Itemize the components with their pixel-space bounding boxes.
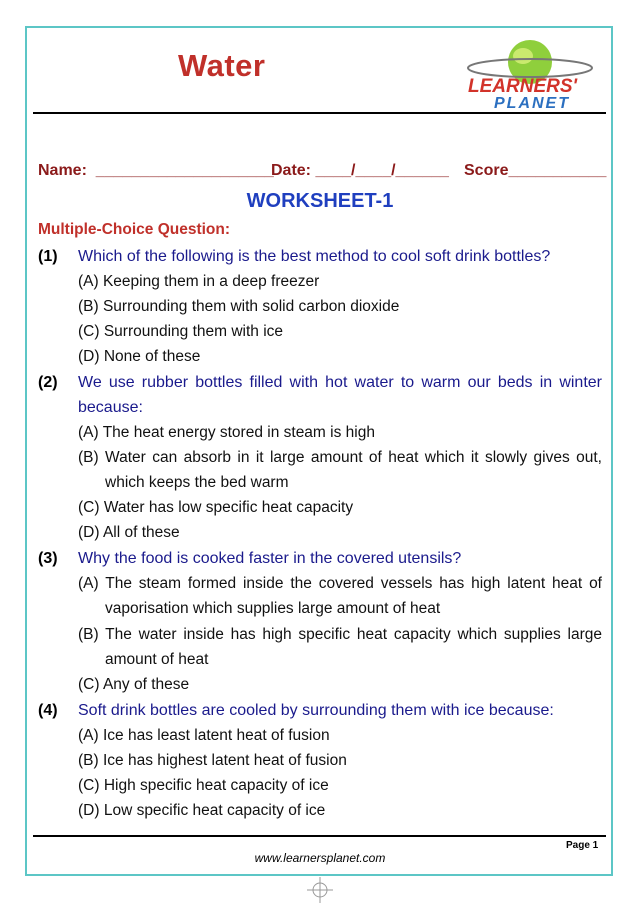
section-heading: Multiple-Choice Question: [38,221,231,238]
option[interactable]: (D) All of these [78,524,180,541]
question-text: Why the food is cooked faster in the covered utensils? [78,550,462,567]
registration-mark-icon [307,877,333,903]
option[interactable]: (C) High specific heat capacity of ice [78,777,329,794]
option[interactable]: (B) The water inside has high specific heat capacity which supplies large amount of heat [78,626,602,668]
option[interactable]: (A) Keeping them in a deep freezer [78,273,320,290]
option[interactable]: (B) Surrounding them with solid carbon dioxide [78,298,400,315]
option[interactable]: (C) Any of these [78,676,190,693]
question-number: (2) [38,374,58,391]
learners-planet-logo [460,36,600,112]
option[interactable]: (A) The steam formed inside the covered vessels has high latent heat of vaporisation which supplies large amount of heat [78,575,602,617]
header-divider [33,112,606,114]
worksheet-heading: WORKSHEET-1 [246,190,394,212]
name-field[interactable]: Name: ____________________ [38,162,274,179]
logo-line2: PLANET [494,95,570,112]
footer-divider [33,835,606,837]
question-number: (4) [38,702,58,719]
date-field[interactable]: Date: ____/____/______ [271,162,449,179]
question-number: (3) [38,550,58,567]
option[interactable]: (A) The heat energy stored in steam is high [78,424,375,441]
page-title: Water [178,48,266,83]
option[interactable]: (C) Water has low specific heat capacity [78,499,354,516]
logo-line1: LEARNERS' [468,76,578,97]
question-text: Soft drink bottles are cooled by surrounding them with ice because: [78,702,554,719]
question-text: We use rubber bottles filled with hot water to warm our beds in winter because: [78,374,602,416]
question-text: Which of the following is the best method to cool soft drink bottles? [78,248,551,265]
page-number: Page 1 [566,840,599,851]
option[interactable]: (B) Ice has highest latent heat of fusion [78,752,347,769]
option[interactable]: (D) Low specific heat capacity of ice [78,802,326,819]
option[interactable]: (B) Water can absorb in it large amount of heat which it slowly gives out, which keeps the bed warm [78,449,602,491]
question-2 [38,370,602,420]
option[interactable]: (A) Ice has least latent heat of fusion [78,727,330,744]
footer-url[interactable]: www.learnersplanet.com [254,851,386,865]
question-number: (1) [38,248,58,265]
option[interactable]: (D) None of these [78,348,201,365]
score-field[interactable]: Score___________ [464,162,607,179]
option[interactable]: (C) Surrounding them with ice [78,323,284,340]
